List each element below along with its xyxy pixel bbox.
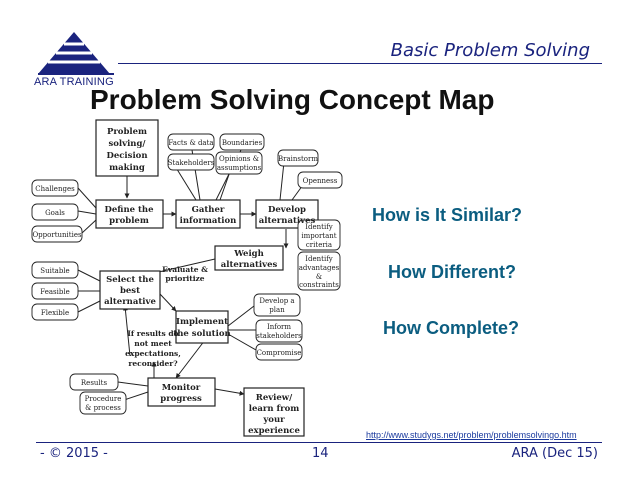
if-results-line4: reconsider? [128, 359, 178, 368]
flexible-label: Flexible [40, 309, 70, 317]
source-link[interactable]: http://www.studygs.net/problem/problemsolvingo.htm [366, 430, 577, 440]
define-line1: Define the [104, 205, 154, 215]
question-complete: How Complete? [383, 318, 520, 338]
problem-solving-line1: Problem [106, 127, 148, 137]
develop-line1: Develop [268, 205, 306, 215]
suitable-label: Suitable [40, 267, 70, 275]
opinions-line2: assumptions [216, 164, 262, 172]
monitor-line2: progress [160, 394, 202, 404]
procedure-line1: Procedure [84, 395, 122, 403]
advantages-line4: constraints [299, 281, 339, 289]
evaluate-line2: prioritize [165, 274, 205, 283]
openness-label: Openness [302, 177, 338, 185]
evaluate-line1: Evaluate & [162, 265, 208, 274]
compromise-label: Compromise [256, 349, 302, 357]
develop-line2: alternatives [258, 216, 316, 226]
problem-solving-line2: solving/ [108, 139, 146, 149]
select-line1: Select the [106, 275, 154, 285]
inform-line2: stakeholders [256, 332, 302, 340]
challenges-label: Challenges [35, 185, 75, 193]
gather-line1: Gather [191, 205, 225, 215]
implement-line2: the solution [173, 329, 231, 339]
facts-label: Facts & data [168, 139, 214, 147]
header-divider [118, 63, 602, 64]
review-line2: learn from [248, 404, 300, 414]
implement-line1: Implement [175, 317, 229, 327]
if-results-line2: not meet [134, 339, 172, 348]
opportunities-label: Opportunities [32, 231, 82, 239]
question-different: How Different? [388, 262, 516, 282]
advantages-line1: Identify [305, 255, 333, 263]
weigh-line2: alternatives [220, 260, 278, 270]
criteria-line2: important [301, 232, 337, 240]
boundaries-label: Boundaries [221, 139, 263, 147]
opinions-line1: Opinions & [219, 155, 259, 163]
select-line2: best [119, 286, 141, 296]
review-line1: Review/ [255, 393, 293, 403]
stakeholders-label: Stakeholders [167, 159, 215, 167]
footer-copyright: - © 2015 - [40, 446, 108, 461]
question-similar: How is It Similar? [372, 205, 523, 225]
feasible-label: Feasible [40, 288, 70, 296]
footer-date: ARA (Dec 15) [511, 446, 598, 461]
results-label: Results [80, 379, 108, 387]
brainstorm-label: Brainstorm [277, 155, 319, 163]
review-line4: experience [248, 426, 300, 436]
goals-label: Goals [45, 209, 65, 217]
develop-plan-line2: plan [269, 306, 285, 314]
advantages-line3: & [315, 273, 323, 281]
weigh-line1: Weigh [234, 249, 264, 259]
monitor-line1: Monitor [161, 383, 201, 393]
if-results-line1: If results do [127, 329, 179, 338]
problem-solving-line3: Decision [106, 151, 148, 161]
footer-page-number: 14 [312, 446, 329, 461]
define-line2: problem [109, 216, 149, 226]
criteria-line1: Identify [305, 223, 333, 231]
footer-divider [36, 442, 602, 443]
criteria-line3: criteria [305, 241, 333, 249]
inform-line1: Inform [266, 323, 292, 331]
problem-solving-line4: making [109, 163, 145, 173]
slide-title: Problem Solving Concept Map [90, 84, 495, 115]
review-line3: your [263, 415, 285, 425]
advantages-line2: advantages [298, 264, 340, 272]
procedure-line2: & process [85, 404, 121, 412]
logo-text: ARA TRAINING [34, 76, 114, 88]
develop-plan-line1: Develop a [259, 297, 295, 305]
if-results-line3: expectations, [125, 349, 181, 358]
header-title: Basic Problem Solving [390, 40, 590, 61]
select-line3: alternative [104, 297, 156, 307]
gather-line2: information [179, 216, 237, 226]
concept-map-diagram [30, 116, 350, 442]
